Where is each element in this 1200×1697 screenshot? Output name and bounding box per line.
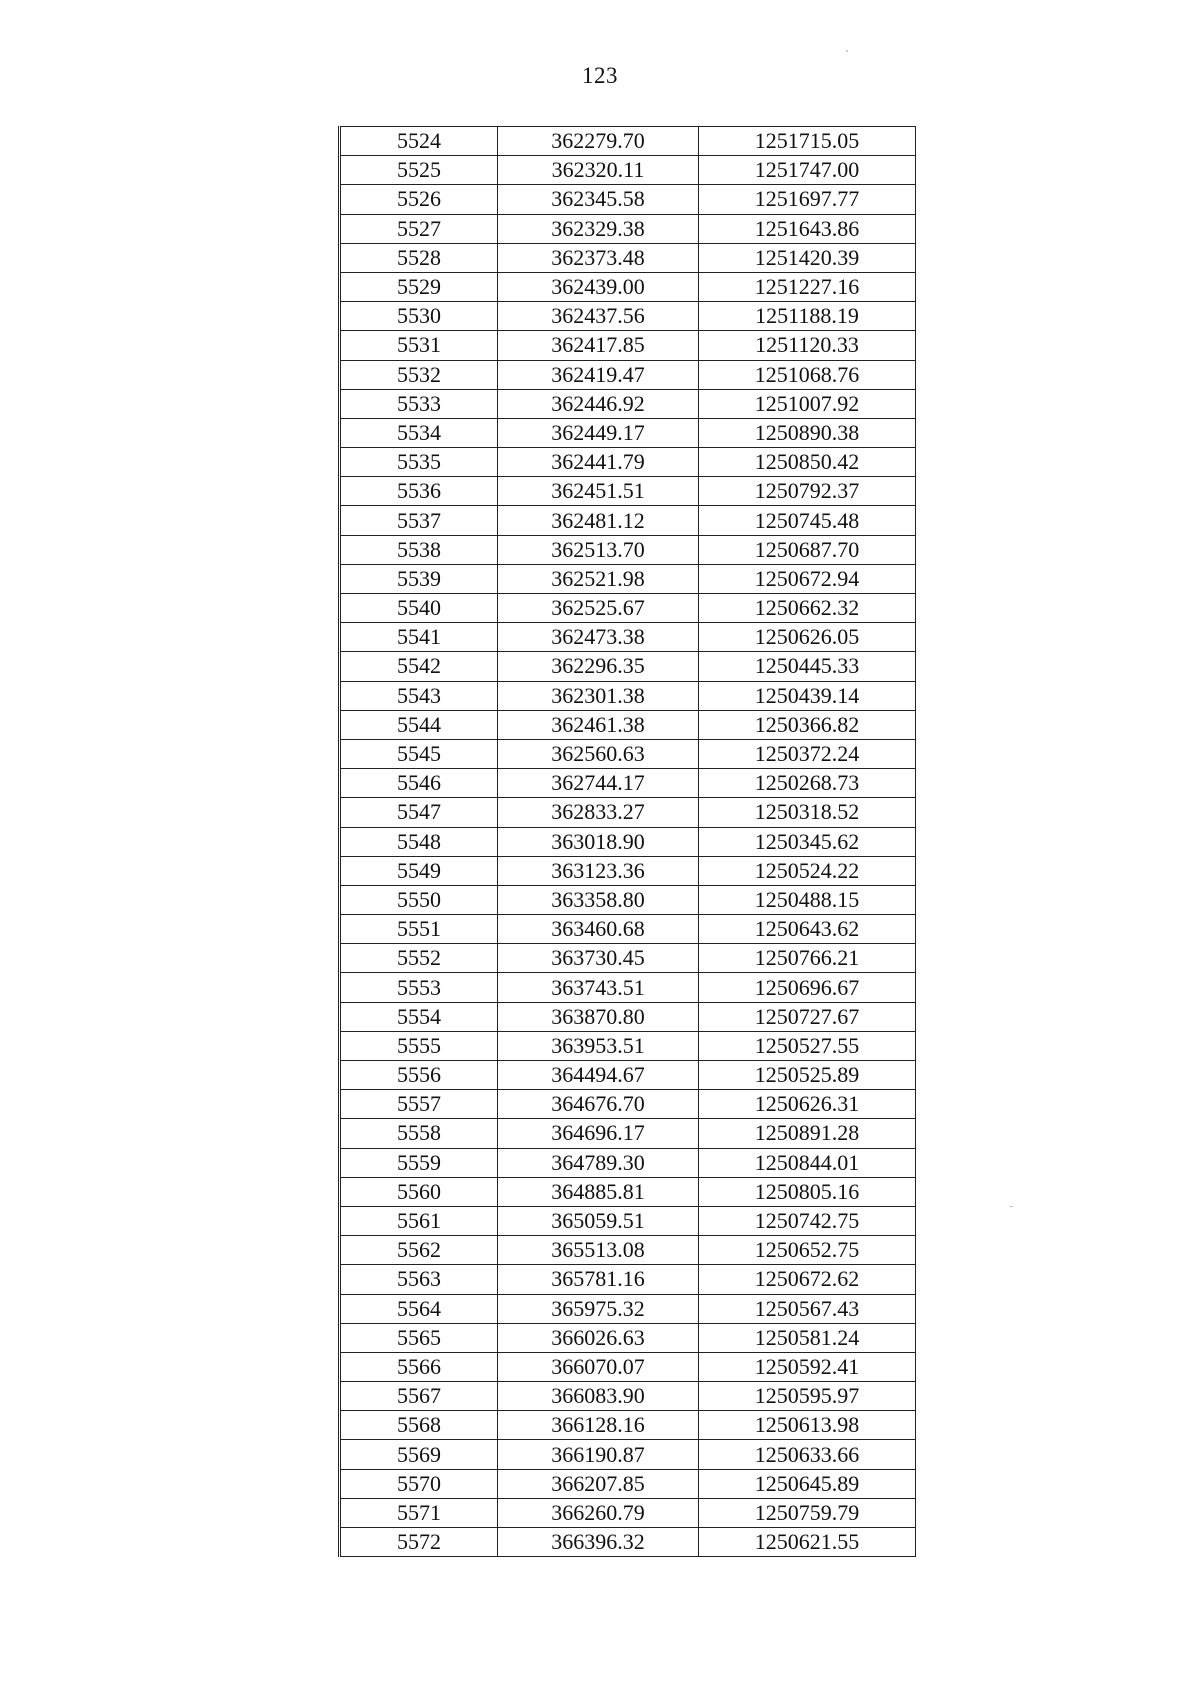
- x-coordinate-cell: 362373.48: [497, 243, 698, 272]
- point-number-cell: 5569: [340, 1440, 498, 1469]
- point-number-cell: 5528: [340, 243, 498, 272]
- x-coordinate-cell: 362320.11: [497, 156, 698, 185]
- point-number-cell: 5561: [340, 1206, 498, 1235]
- y-coordinate-cell: 1250581.24: [699, 1323, 916, 1352]
- point-number-cell: 5570: [340, 1469, 498, 1498]
- y-coordinate-cell: 1250524.22: [699, 856, 916, 885]
- y-coordinate-cell: 1250805.16: [699, 1177, 916, 1206]
- y-coordinate-cell: 1251188.19: [699, 302, 916, 331]
- point-number-cell: 5559: [340, 1148, 498, 1177]
- point-number-cell: 5542: [340, 652, 498, 681]
- point-number-cell: 5536: [340, 477, 498, 506]
- x-coordinate-cell: 362560.63: [497, 739, 698, 768]
- table-row: [340, 973, 916, 1002]
- x-coordinate-cell: 364696.17: [497, 1119, 698, 1148]
- point-number-cell: 5564: [340, 1294, 498, 1323]
- table-row: [340, 185, 916, 214]
- scan-speck: [846, 50, 848, 52]
- table-row: [340, 127, 916, 156]
- table-row: [340, 594, 916, 623]
- y-coordinate-cell: 1251120.33: [699, 331, 916, 360]
- point-number-cell: 5541: [340, 623, 498, 652]
- x-coordinate-cell: 362437.56: [497, 302, 698, 331]
- x-coordinate-cell: 363460.68: [497, 915, 698, 944]
- y-coordinate-cell: 1251068.76: [699, 360, 916, 389]
- table-row: [340, 1061, 916, 1090]
- x-coordinate-cell: 364789.30: [497, 1148, 698, 1177]
- x-coordinate-cell: 362473.38: [497, 623, 698, 652]
- table-row: [340, 1469, 916, 1498]
- x-coordinate-cell: 366128.16: [497, 1411, 698, 1440]
- x-coordinate-cell: 362441.79: [497, 448, 698, 477]
- point-number-cell: 5545: [340, 739, 498, 768]
- y-coordinate-cell: 1250745.48: [699, 506, 916, 535]
- table-row: [340, 681, 916, 710]
- table-row: [340, 1148, 916, 1177]
- table-row: [340, 1498, 916, 1527]
- point-number-cell: 5556: [340, 1061, 498, 1090]
- table-row: [340, 448, 916, 477]
- x-coordinate-cell: 366396.32: [497, 1528, 698, 1557]
- point-number-cell: 5538: [340, 535, 498, 564]
- point-number-cell: 5550: [340, 885, 498, 914]
- table-row: [340, 1177, 916, 1206]
- point-number-cell: 5558: [340, 1119, 498, 1148]
- table-row: [340, 1031, 916, 1060]
- table-row: [340, 1440, 916, 1469]
- x-coordinate-cell: 362417.85: [497, 331, 698, 360]
- y-coordinate-cell: 1250268.73: [699, 769, 916, 798]
- y-coordinate-cell: 1251227.16: [699, 272, 916, 301]
- point-number-cell: 5547: [340, 798, 498, 827]
- table-row: [340, 1382, 916, 1411]
- point-number-cell: 5537: [340, 506, 498, 535]
- point-number-cell: 5530: [340, 302, 498, 331]
- y-coordinate-cell: 1250621.55: [699, 1528, 916, 1557]
- x-coordinate-cell: 362446.92: [497, 389, 698, 418]
- table-row: [340, 1411, 916, 1440]
- point-number-cell: 5553: [340, 973, 498, 1002]
- y-coordinate-cell: 1250727.67: [699, 1002, 916, 1031]
- point-number-cell: 5551: [340, 915, 498, 944]
- table-row: [340, 1528, 916, 1557]
- point-number-cell: 5527: [340, 214, 498, 243]
- page-number: 123: [582, 63, 618, 88]
- table-row: [340, 798, 916, 827]
- y-coordinate-cell: 1250672.62: [699, 1265, 916, 1294]
- y-coordinate-cell: 1250891.28: [699, 1119, 916, 1148]
- x-coordinate-cell: 362296.35: [497, 652, 698, 681]
- y-coordinate-cell: 1251697.77: [699, 185, 916, 214]
- point-number-cell: 5529: [340, 272, 498, 301]
- x-coordinate-cell: 363018.90: [497, 827, 698, 856]
- y-coordinate-cell: 1251747.00: [699, 156, 916, 185]
- y-coordinate-cell: 1250890.38: [699, 418, 916, 447]
- table-row: [340, 769, 916, 798]
- x-coordinate-cell: 362329.38: [497, 214, 698, 243]
- y-coordinate-cell: 1250766.21: [699, 944, 916, 973]
- table-row: [340, 623, 916, 652]
- x-coordinate-cell: 365975.32: [497, 1294, 698, 1323]
- point-number-cell: 5554: [340, 1002, 498, 1031]
- x-coordinate-cell: 365781.16: [497, 1265, 698, 1294]
- table-row: [340, 1002, 916, 1031]
- point-number-cell: 5548: [340, 827, 498, 856]
- y-coordinate-cell: 1250372.24: [699, 739, 916, 768]
- y-coordinate-cell: 1250672.94: [699, 564, 916, 593]
- point-number-cell: 5524: [340, 127, 498, 156]
- point-number-cell: 5546: [340, 769, 498, 798]
- y-coordinate-cell: 1250687.70: [699, 535, 916, 564]
- x-coordinate-cell: 366070.07: [497, 1352, 698, 1381]
- y-coordinate-cell: 1250696.67: [699, 973, 916, 1002]
- point-number-cell: 5531: [340, 331, 498, 360]
- y-coordinate-cell: 1250445.33: [699, 652, 916, 681]
- point-number-cell: 5568: [340, 1411, 498, 1440]
- point-number-cell: 5525: [340, 156, 498, 185]
- y-coordinate-cell: 1250652.75: [699, 1236, 916, 1265]
- x-coordinate-cell: 362744.17: [497, 769, 698, 798]
- y-coordinate-cell: 1250662.32: [699, 594, 916, 623]
- table-row: [340, 1206, 916, 1235]
- x-coordinate-cell: 362451.51: [497, 477, 698, 506]
- table-row: [340, 156, 916, 185]
- point-number-cell: 5572: [340, 1528, 498, 1557]
- y-coordinate-cell: 1250567.43: [699, 1294, 916, 1323]
- x-coordinate-cell: 362833.27: [497, 798, 698, 827]
- table-row: [340, 652, 916, 681]
- table-row: [340, 477, 916, 506]
- point-number-cell: 5567: [340, 1382, 498, 1411]
- table-row: [340, 564, 916, 593]
- point-number-cell: 5540: [340, 594, 498, 623]
- y-coordinate-cell: 1250633.66: [699, 1440, 916, 1469]
- point-number-cell: 5552: [340, 944, 498, 973]
- x-coordinate-cell: 364494.67: [497, 1061, 698, 1090]
- table-row: [340, 418, 916, 447]
- table-row: [340, 710, 916, 739]
- point-number-cell: 5534: [340, 418, 498, 447]
- table-row: [340, 856, 916, 885]
- y-coordinate-cell: 1250626.31: [699, 1090, 916, 1119]
- x-coordinate-cell: 363953.51: [497, 1031, 698, 1060]
- point-number-cell: 5539: [340, 564, 498, 593]
- y-coordinate-cell: 1250488.15: [699, 885, 916, 914]
- table-row: [340, 1323, 916, 1352]
- point-number-cell: 5543: [340, 681, 498, 710]
- y-coordinate-cell: 1251420.39: [699, 243, 916, 272]
- y-coordinate-cell: 1250645.89: [699, 1469, 916, 1498]
- x-coordinate-cell: 363730.45: [497, 944, 698, 973]
- x-coordinate-cell: 362279.70: [497, 127, 698, 156]
- y-coordinate-cell: 1251007.92: [699, 389, 916, 418]
- point-number-cell: 5563: [340, 1265, 498, 1294]
- x-coordinate-cell: 366207.85: [497, 1469, 698, 1498]
- y-coordinate-cell: 1250439.14: [699, 681, 916, 710]
- y-coordinate-cell: 1250345.62: [699, 827, 916, 856]
- y-coordinate-cell: 1250592.41: [699, 1352, 916, 1381]
- y-coordinate-cell: 1250595.97: [699, 1382, 916, 1411]
- point-number-cell: 5565: [340, 1323, 498, 1352]
- table-row: [340, 535, 916, 564]
- table-row: [340, 885, 916, 914]
- y-coordinate-cell: 1250643.62: [699, 915, 916, 944]
- point-number-cell: 5566: [340, 1352, 498, 1381]
- point-number-cell: 5532: [340, 360, 498, 389]
- x-coordinate-cell: 365059.51: [497, 1206, 698, 1235]
- y-coordinate-cell: 1250527.55: [699, 1031, 916, 1060]
- table-row: [340, 1090, 916, 1119]
- x-coordinate-cell: 362461.38: [497, 710, 698, 739]
- table-row: [340, 739, 916, 768]
- point-number-cell: 5535: [340, 448, 498, 477]
- x-coordinate-cell: 363358.80: [497, 885, 698, 914]
- table-row: [340, 827, 916, 856]
- point-number-cell: 5533: [340, 389, 498, 418]
- x-coordinate-cell: 366260.79: [497, 1498, 698, 1527]
- table-row: [340, 1265, 916, 1294]
- x-coordinate-cell: 363870.80: [497, 1002, 698, 1031]
- table-row: [340, 243, 916, 272]
- scan-speck: [1010, 1206, 1013, 1207]
- point-number-cell: 5557: [340, 1090, 498, 1119]
- point-number-cell: 5562: [340, 1236, 498, 1265]
- point-number-cell: 5571: [340, 1498, 498, 1527]
- table-row: [340, 360, 916, 389]
- table-row: [340, 272, 916, 301]
- y-coordinate-cell: 1250850.42: [699, 448, 916, 477]
- x-coordinate-cell: 365513.08: [497, 1236, 698, 1265]
- y-coordinate-cell: 1251715.05: [699, 127, 916, 156]
- table-row: [340, 1119, 916, 1148]
- x-coordinate-cell: 364676.70: [497, 1090, 698, 1119]
- x-coordinate-cell: 363743.51: [497, 973, 698, 1002]
- point-number-cell: 5544: [340, 710, 498, 739]
- x-coordinate-cell: 366083.90: [497, 1382, 698, 1411]
- point-number-cell: 5526: [340, 185, 498, 214]
- y-coordinate-cell: 1250366.82: [699, 710, 916, 739]
- y-coordinate-cell: 1250742.75: [699, 1206, 916, 1235]
- x-coordinate-cell: 362525.67: [497, 594, 698, 623]
- table-row: [340, 1352, 916, 1381]
- point-number-cell: 5560: [340, 1177, 498, 1206]
- x-coordinate-cell: 362513.70: [497, 535, 698, 564]
- y-coordinate-cell: 1250844.01: [699, 1148, 916, 1177]
- x-coordinate-cell: 362345.58: [497, 185, 698, 214]
- table-row: [340, 389, 916, 418]
- x-coordinate-cell: 362449.17: [497, 418, 698, 447]
- table-row: [340, 1236, 916, 1265]
- x-coordinate-cell: 362481.12: [497, 506, 698, 535]
- y-coordinate-cell: 1250759.79: [699, 1498, 916, 1527]
- point-number-cell: 5549: [340, 856, 498, 885]
- x-coordinate-cell: 362521.98: [497, 564, 698, 593]
- y-coordinate-cell: 1250525.89: [699, 1061, 916, 1090]
- x-coordinate-cell: 363123.36: [497, 856, 698, 885]
- x-coordinate-cell: 362301.38: [497, 681, 698, 710]
- y-coordinate-cell: 1250613.98: [699, 1411, 916, 1440]
- table-row: [340, 331, 916, 360]
- y-coordinate-cell: 1250792.37: [699, 477, 916, 506]
- x-coordinate-cell: 366190.87: [497, 1440, 698, 1469]
- point-number-cell: 5555: [340, 1031, 498, 1060]
- y-coordinate-cell: 1250626.05: [699, 623, 916, 652]
- table-body: [340, 127, 916, 1557]
- table-row: [340, 214, 916, 243]
- table-row: [340, 915, 916, 944]
- y-coordinate-cell: 1251643.86: [699, 214, 916, 243]
- y-coordinate-cell: 1250318.52: [699, 798, 916, 827]
- coordinates-table: [338, 126, 916, 1557]
- x-coordinate-cell: 366026.63: [497, 1323, 698, 1352]
- x-coordinate-cell: 362419.47: [497, 360, 698, 389]
- table-row: [340, 506, 916, 535]
- table-row: [340, 1294, 916, 1323]
- table-row: [340, 302, 916, 331]
- table-row: [340, 944, 916, 973]
- x-coordinate-cell: 364885.81: [497, 1177, 698, 1206]
- x-coordinate-cell: 362439.00: [497, 272, 698, 301]
